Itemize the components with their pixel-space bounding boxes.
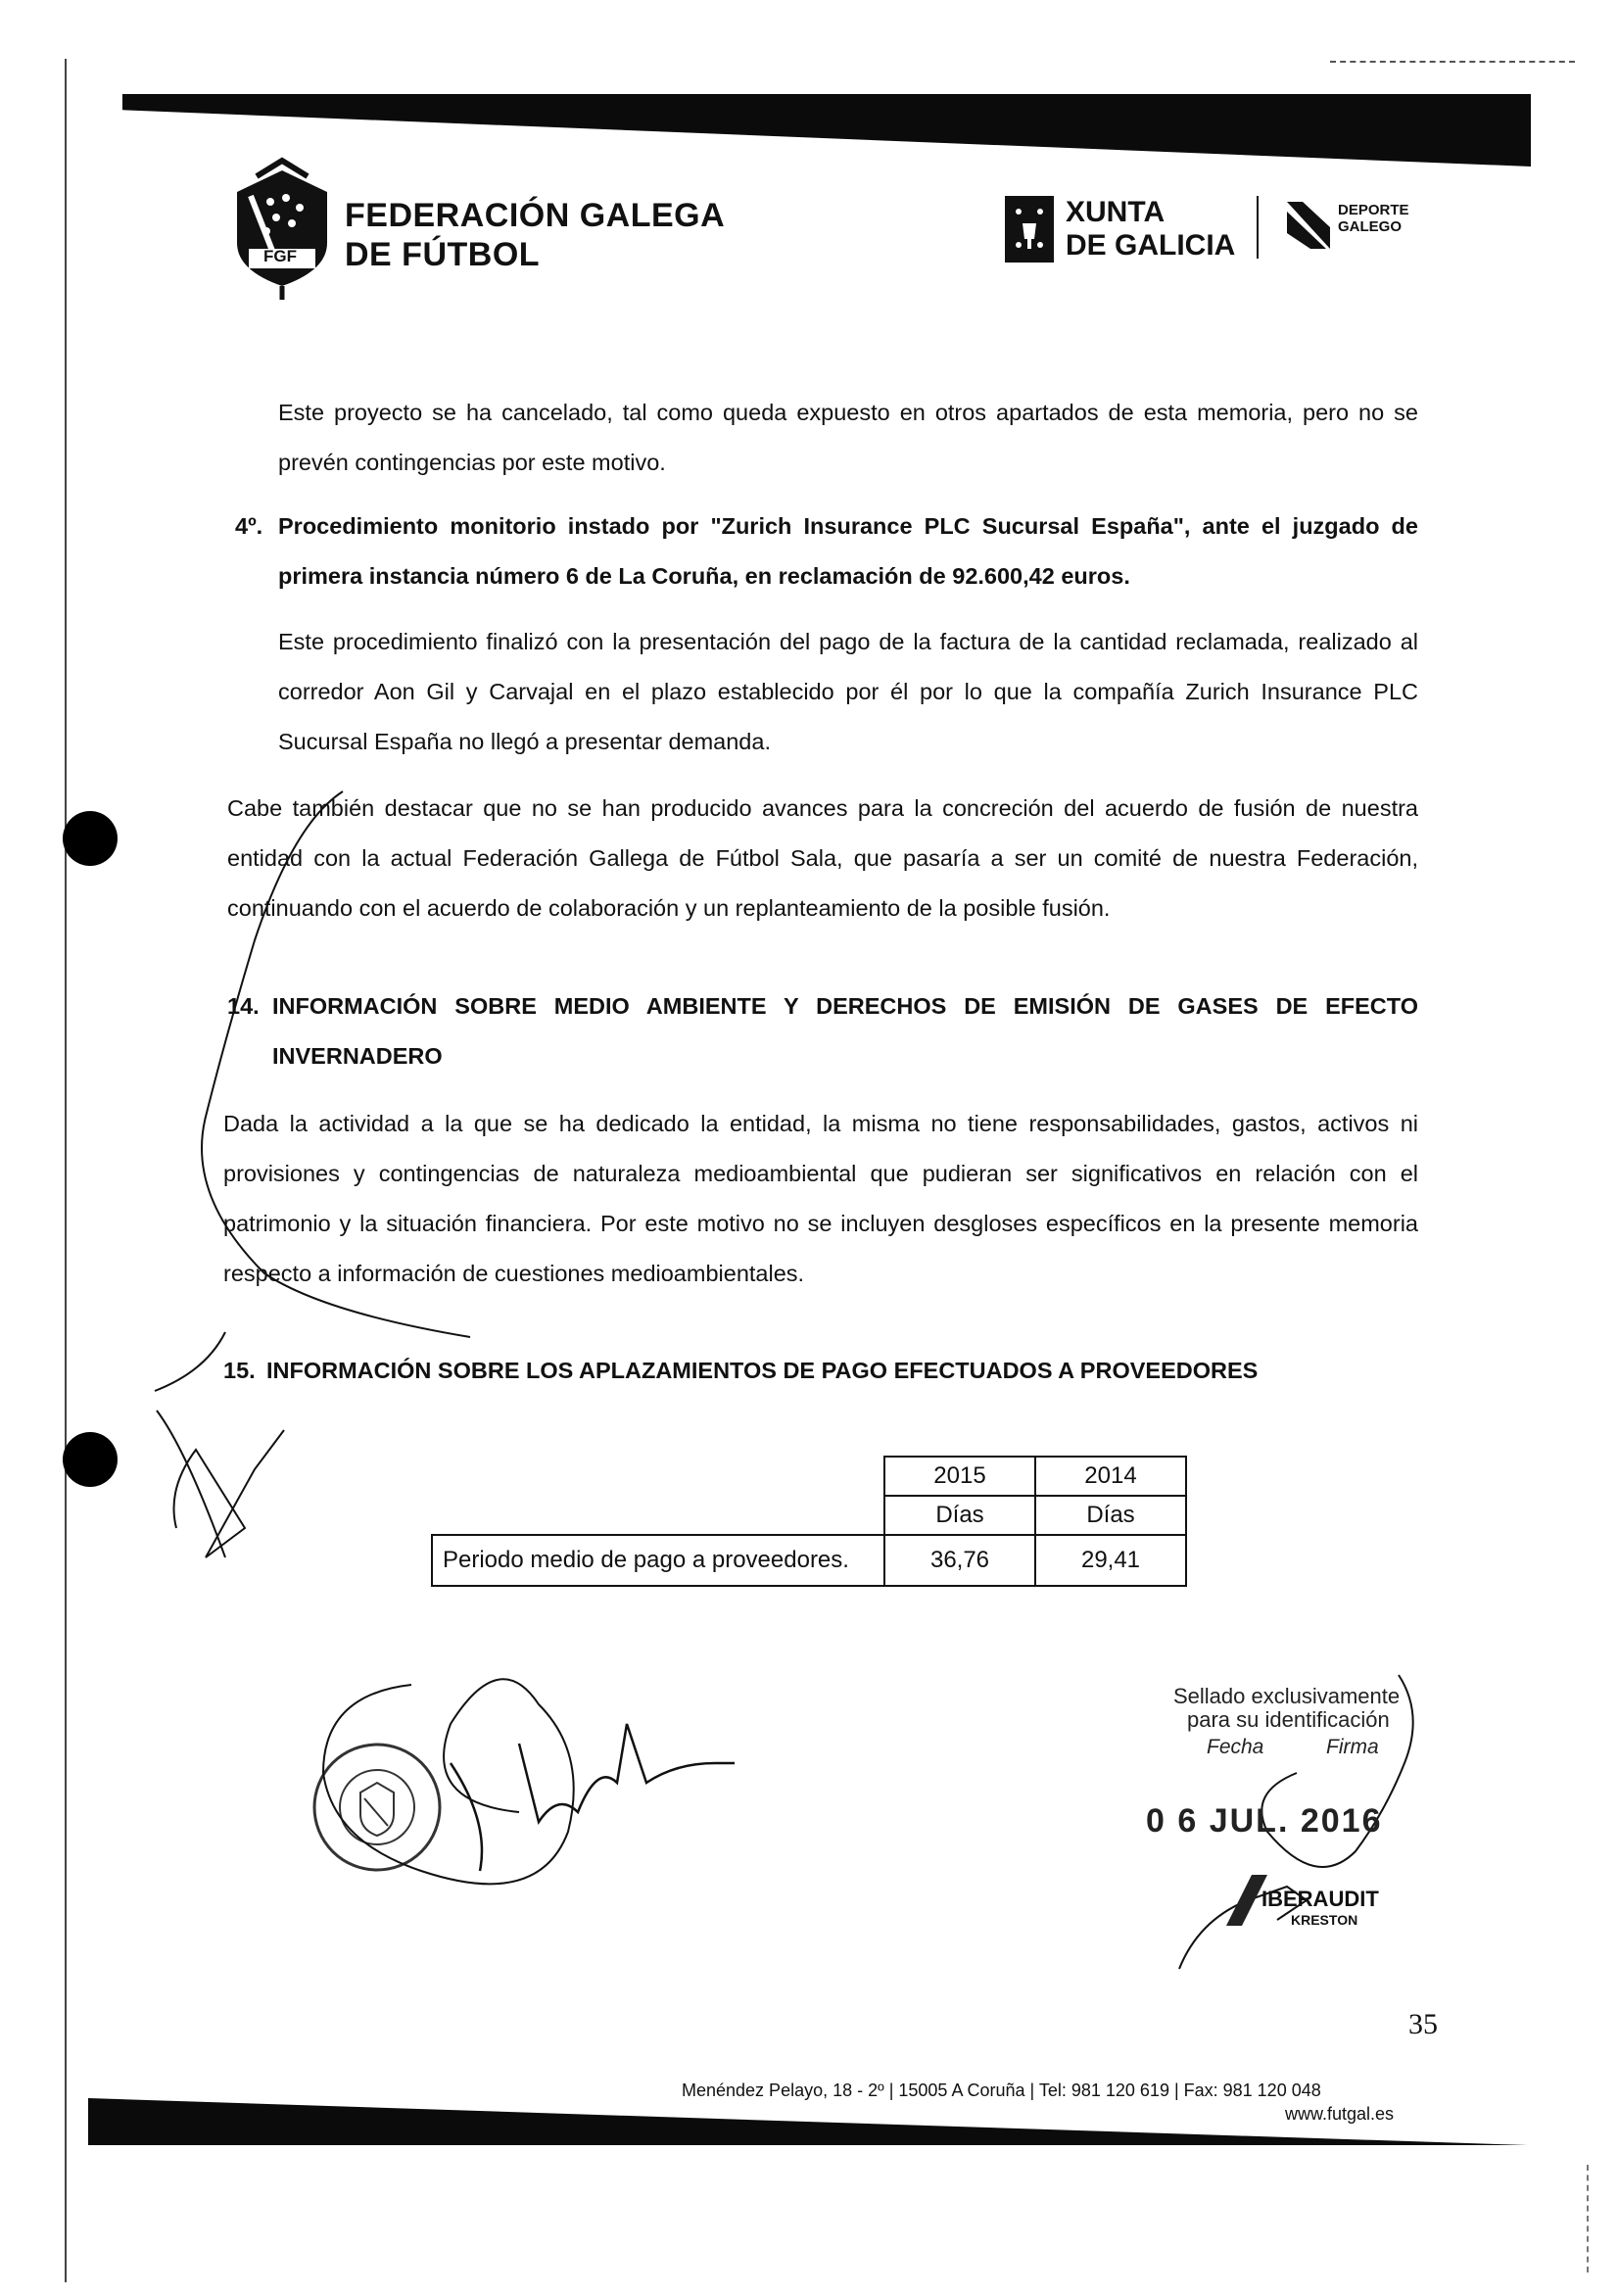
fgf-crest-icon xyxy=(227,153,337,300)
deporte-line1: DEPORTE xyxy=(1338,202,1409,218)
paragraph-cancelled-project: Este proyecto se ha cancelado, tal como queda expuesto en otros apartados de esta memoria, pero no se prevén contingencias por este motivo. xyxy=(278,400,1418,475)
federation-name-line1: FEDERACIÓN GALEGA xyxy=(345,197,726,234)
item4-description: Este procedimiento finalizó con la presentación del pago de la factura de la cantidad reclamada, realizado al corredor Aon Gil y Carvajal en el plazo establecido por él por lo que la compañía Zurich Insurance PLC Sucursal España no llegó a presentar demanda. xyxy=(278,629,1418,754)
xunta-name xyxy=(1066,196,1235,263)
top-dashed-line xyxy=(1330,61,1575,63)
fgf-badge-text: FGF xyxy=(263,247,297,265)
federation-name xyxy=(345,196,725,274)
handwritten-signature xyxy=(127,784,735,1939)
stamp-sealed-line2: para su identificación xyxy=(1187,1707,1390,1732)
stamp-date: 0 6 JUL. 2016 xyxy=(1146,1802,1383,1840)
binder-hole-bottom xyxy=(63,1432,118,1487)
stamp-sealed-line1: Sellado exclusivamente xyxy=(1173,1684,1401,1708)
page-number: 35 xyxy=(1408,2008,1438,2040)
section15-number: 15. xyxy=(223,1358,256,1383)
section14-title: INFORMACIÓN SOBRE MEDIO AMBIENTE Y DERECHOS DE EMISIÓN DE GASES DE EFECTO INVERNADERO xyxy=(272,993,1418,1069)
federation-name-line2: DE FÚTBOL xyxy=(345,236,541,273)
table-value-2015: 36,76 xyxy=(884,1535,1035,1586)
table-unit-2015: Días xyxy=(884,1496,1035,1535)
section15-title: INFORMACIÓN SOBRE LOS APLAZAMIENTOS DE PAGO EFECTUADOS A PROVEEDORES xyxy=(266,1358,1259,1383)
stamp-firma: Firma xyxy=(1326,1736,1379,1758)
section14-text: Dada la actividad a la que se ha dedicado la entidad, la misma no tiene responsabilidades, gastos, activos ni provisiones y contingencias de naturaleza medioambiental que pudieran ser significativos en relación con el patrimonio y la situación financiera. Por este motivo no se incluyen desgloses específicos en la presente memoria respecto a información de cuestiones medioambientales. xyxy=(223,1111,1418,1286)
xunta-name-line1: XUNTA xyxy=(1066,196,1166,228)
stamp-fecha: Fecha xyxy=(1207,1736,1264,1758)
table-value-2014: 29,41 xyxy=(1035,1535,1186,1586)
deporte-line2: GALEGO xyxy=(1338,218,1403,235)
binder-hole-top xyxy=(63,811,118,866)
table-year-2014: 2014 xyxy=(1035,1457,1186,1496)
table-unit-2014: Días xyxy=(1035,1496,1186,1535)
xunta-shield-icon xyxy=(1003,194,1056,264)
item4-number: 4º. xyxy=(235,513,263,539)
deporte-galego-icon xyxy=(1283,198,1334,253)
paragraph-fusion: Cabe también destacar que no se han producido avances para la concreción del acuerdo de fusión de nuestra entidad con la actual Federación Gallega de Fútbol Sala, que pasaría a ser un comité de nuestra Federación, continuando con el acuerdo de colaboración y un replanteamiento de la posible fusión. xyxy=(227,795,1418,921)
header-separator xyxy=(1257,196,1259,259)
footer-address: Menéndez Pelayo, 18 - 2º | 15005 A Coruña | Tel: 981 120 619 | Fax: 981 120 048 xyxy=(682,2081,1321,2100)
left-margin-line xyxy=(65,59,67,2282)
stamp-auditor-name: IBERAUDIT xyxy=(1261,1887,1379,1911)
stamp-auditor-sub: KRESTON xyxy=(1291,1912,1358,1928)
xunta-name-line2: DE GALICIA xyxy=(1066,229,1236,262)
right-dashed-line xyxy=(1587,2165,1589,2272)
table-year-2015: 2015 xyxy=(884,1457,1035,1496)
deporte-galego xyxy=(1338,202,1409,235)
section14-number: 14. xyxy=(227,993,260,1019)
footer-website: www.futgal.es xyxy=(1285,2104,1395,2124)
item4-title: Procedimiento monitorio instado por "Zurich Insurance PLC Sucursal España", ante el juzgado de primera instancia número 6 de La Coruña, en reclamación de 92.600,42 euros. xyxy=(278,513,1418,589)
table-row-label: Periodo medio de pago a proveedores. xyxy=(432,1535,884,1586)
